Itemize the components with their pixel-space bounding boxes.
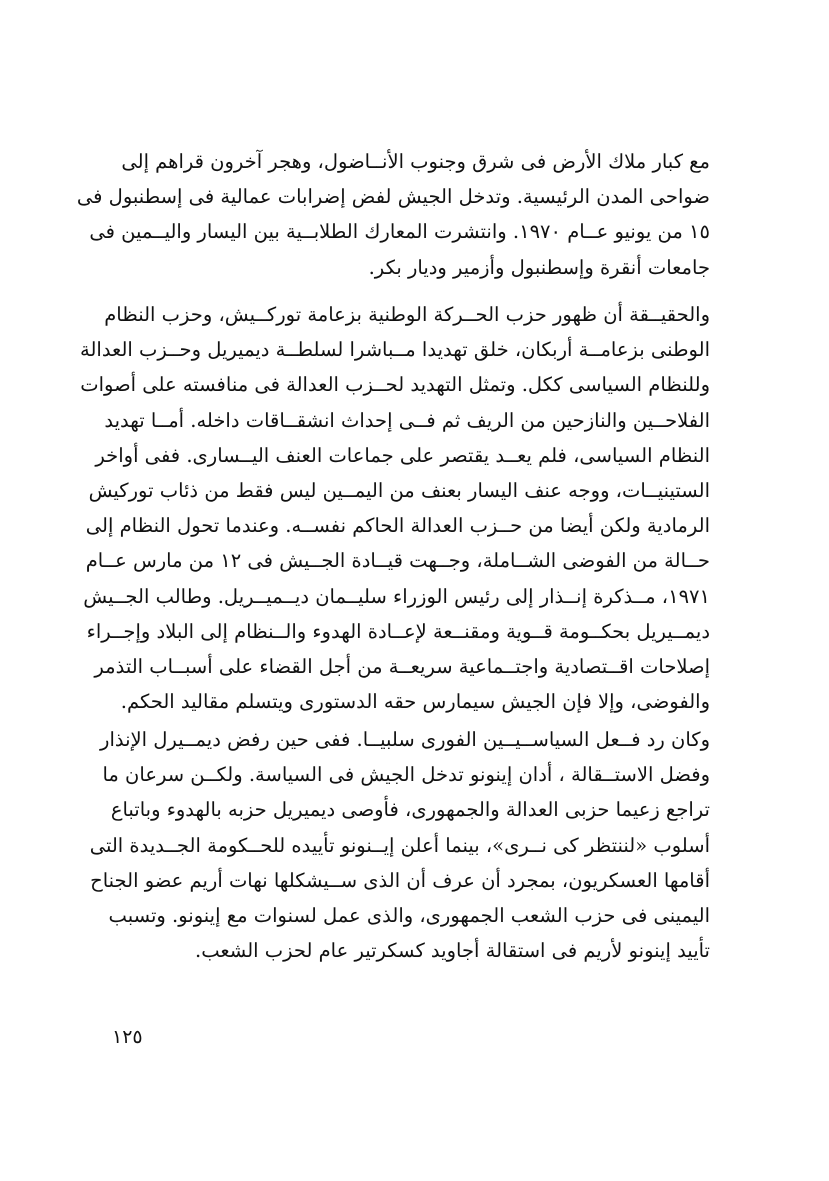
- paragraph-2-line-1: والحقيــقة أن ظهور حزب الحــركة الوطنية بزعامة توركــيش، وحزب النظام: [104, 303, 710, 326]
- paragraph-3-line-3: تراجع زعيما حزبى العدالة والجمهورى، فأوصى ديميريل حزبه بالهدوء وباتباع: [110, 798, 710, 822]
- paragraph-2-line-7: الرمادية ولكن أيضا من حــزب العدالة الحاكم نفســه. وعندما تحول النظام إلى: [85, 514, 710, 538]
- paragraph-2-line-8: حــالة من الفوضى الشــاملة، وجــهت قيــادة الجــيش فى ١٢ من مارس عــام: [85, 549, 710, 573]
- paragraph-2-line-12: والفوضى، وإلا فإن الجيش سيمارس حقه الدستورى ويتسلم مقاليد الحكم.: [120, 690, 710, 714]
- paragraph-2-line-3: وللنظام السياسى ككل. وتمثل التهديد لحــزب العدالة فى منافسته على أصوات: [80, 373, 710, 397]
- paragraph-2-line-6: الستينيــات، ووجه عنف اليسار بعنف من اليمــين ليس فقط من ذئاب توركيش: [88, 479, 710, 503]
- paragraph-2-line-2: الوطنى بزعامــة أربكان، خلق تهديدا مــباشرا لسلطــة ديميريل وحــزب العدالة: [80, 338, 710, 362]
- paragraph-2-line-9: ١٩٧١، مــذكرة إنــذار إلى رئيس الوزراء سليــمان ديــميــريل. وطالب الجــيش: [83, 584, 710, 608]
- paragraph-2-line-4: الفلاحــين والنازحين من الريف ثم فــى إحداث انشقــاقات داخله. أمــا تهديد: [104, 408, 710, 432]
- paragraph-3-line-4: أسلوب «لننتظر كى نــرى»، بينما أعلن إيــنونو تأييده للحــكومة الجــديدة التى: [89, 833, 710, 857]
- paragraph-1-line-4: جامعات أنقرة وإسطنبول وأزمير وديار بكر.: [368, 255, 710, 279]
- paragraph-2-line-5: النظام السياسى، فلم يعــد يقتصر على جماعات العنف اليــسارى. ففى أواخر: [95, 443, 710, 467]
- page-number: ١٢٥: [112, 1026, 143, 1048]
- paragraph-3-line-2: وفضل الاستــقالة ، أدان إينونو تدخل الجيش فى السياسة. ولكــن سرعان ما: [102, 763, 710, 787]
- paragraph-1-line-3: ١٥ من يونيو عــام ١٩٧٠. وانتشرت المعارك الطلابــية بين اليسار واليــمين فى: [89, 220, 710, 244]
- paragraph-1: [76, 144, 710, 285]
- paragraph-2-line-10: ديمــيريل بحكــومة قــوية ومقنــعة لإعــادة الهدوء والــنظام إلى البلاد وإجــراء: [86, 619, 710, 643]
- paragraph-3: [89, 722, 710, 968]
- paragraph-1-line-2: ضواحى المدن الرئيسية. وتدخل الجيش لفض إضرابات عمالية فى إسطنبول فى: [76, 185, 710, 209]
- paragraph-3-line-7: تأييد إينونو لأريم فى استقالة أجاويد كسكرتير عام لحزب الشعب.: [195, 939, 710, 963]
- paragraph-1-line-1: مع كبار ملاك الأرض فى شرق وجنوب الأنــاضول، وهجر آخرون قراهم إلى: [121, 150, 710, 173]
- paragraph-3-line-6: اليمينى فى حزب الشعب الجمهورى، والذى عمل لسنوات مع إينونو. وتسبب: [108, 904, 710, 928]
- paragraph-3-line-1: وكان رد فــعل السياســيــين الفورى سلبيــا. ففى حين رفض ديمــيرل الإنذار: [100, 728, 710, 751]
- paragraph-3-line-5: أقامها العسكريون، بمجرد أن عرف أن الذى ســيشكلها نهات أريم عضو الجناح: [90, 868, 710, 892]
- paragraph-2: [80, 297, 710, 719]
- paragraph-2-line-11: إصلاحات اقــتصادية واجتــماعية سريعــة من أجل القضاء على أسبــاب التذمر: [94, 655, 710, 679]
